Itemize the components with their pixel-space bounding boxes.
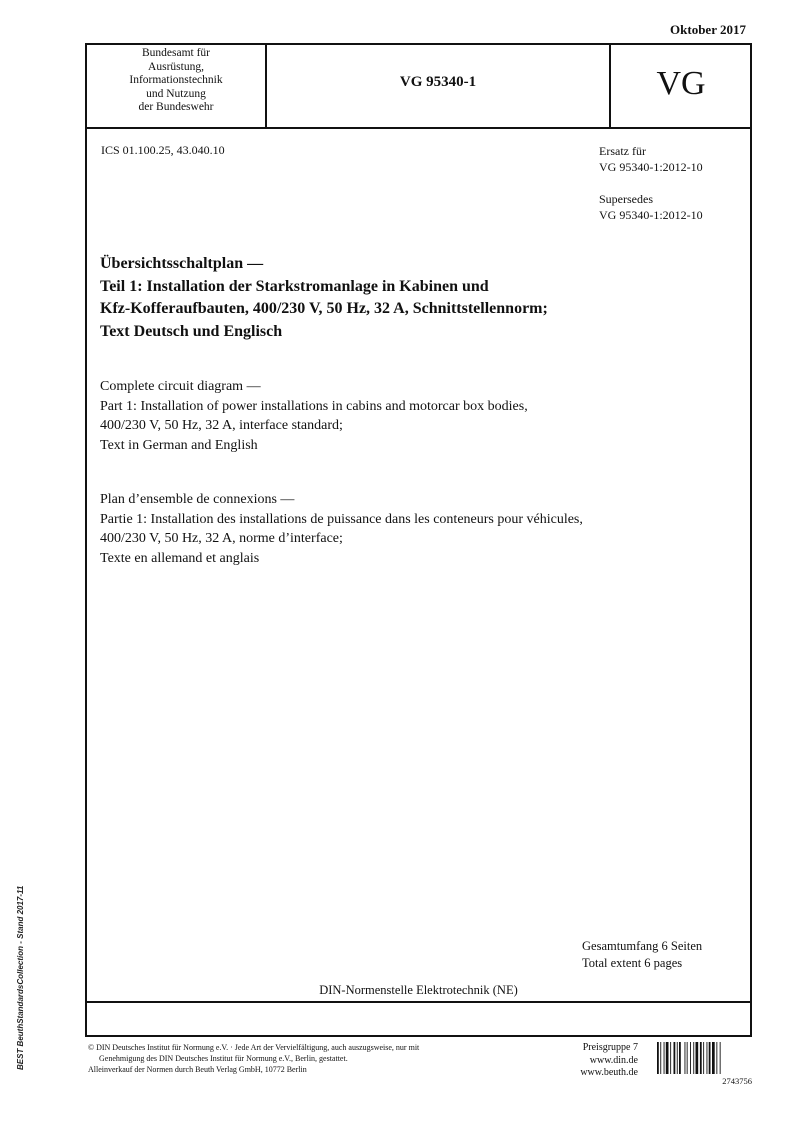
title-english [100,377,740,455]
din-link[interactable]: www.din.de [589,1054,638,1066]
barcode-graphic [656,1042,752,1074]
title-line: Übersichtsschaltplan — [100,255,264,272]
agency-line: Bundesamt für [141,47,211,59]
title-line: Texte en allemand et anglais [100,550,260,566]
title-line: Teil 1: Installation der Starkstromanlage in Kabinen und [100,277,489,295]
title-line: 400/230 V, 50 Hz, 32 A, interface standard; [100,418,343,433]
standards-committee: DIN-Normenstelle Elektrotechnik (NE) [319,983,518,997]
agency-line: der Bundeswehr [138,101,214,113]
replacement-info [599,143,703,223]
beuth-link[interactable]: www.beuth.de [580,1067,638,1078]
replaces-label: Ersatz für [599,144,646,158]
title-line: Kfz-Kofferaufbauten, 400/230 V, 50 Hz, 32 A, Schnittstellennorm; [100,300,548,317]
header-divider [87,127,750,129]
agency-line: Informationstechnik [129,74,223,86]
title-line: 400/230 V, 50 Hz, 32 A, norme d’interface; [100,531,343,546]
extent-german: Gesamtumfang 6 Seiten [582,939,703,953]
title-french [100,490,740,568]
copyright-line: Genehmigung des DIN Deutsches Institut für Normung e.V., Berlin, gestattet. [99,1054,348,1063]
issue-date: Oktober 2017 [670,22,746,37]
collection-sidebar: BEST BeuthStandardsCollection - Stand 2017-11 [16,885,25,1070]
price-group: Preisgruppe 7 [582,1042,638,1053]
page-extent [582,938,702,972]
replaces-value: VG 95340-1:2012-10 [599,160,703,174]
title-line: Plan d’ensemble de connexions — [100,492,295,507]
price-and-links [556,1042,638,1080]
title-line: Complete circuit diagram — [100,379,261,394]
vg-logo: VG [656,65,706,102]
supersedes-value: VG 95340-1:2012-10 [599,208,703,222]
barcode-number: 2743756 [722,1076,752,1086]
copyright-notice [88,1042,558,1075]
ics-codes: ICS 01.100.25, 43.040.10 [101,143,225,157]
document-number: VG 95340-1 [399,74,477,90]
title-line: Text Deutsch und Englisch [100,322,283,340]
agency-name [87,47,265,115]
copyright-line: © DIN Deutsches Institut für Normung e.V. · Jede Art der Vervielfältigung, auch auszugsweise, nur mit [88,1043,420,1052]
title-line: Text in German and English [100,437,258,453]
copyright-line: Alleinverkauf der Normen durch Beuth Verlag GmbH, 10772 Berlin [88,1065,307,1074]
title-line: Partie 1: Installation des installations de puissance dans les conteneurs pour véhicules, [100,511,583,527]
supersedes-label: Supersedes [599,192,653,206]
extent-english: Total extent 6 pages [582,956,683,970]
title-german [100,253,740,343]
agency-line: und Nutzung [146,87,206,100]
agency-line: Ausrüstung, [148,60,204,73]
title-line: Part 1: Installation of power installations in cabins and motorcar box bodies, [100,398,528,414]
committee-divider [87,1001,750,1003]
